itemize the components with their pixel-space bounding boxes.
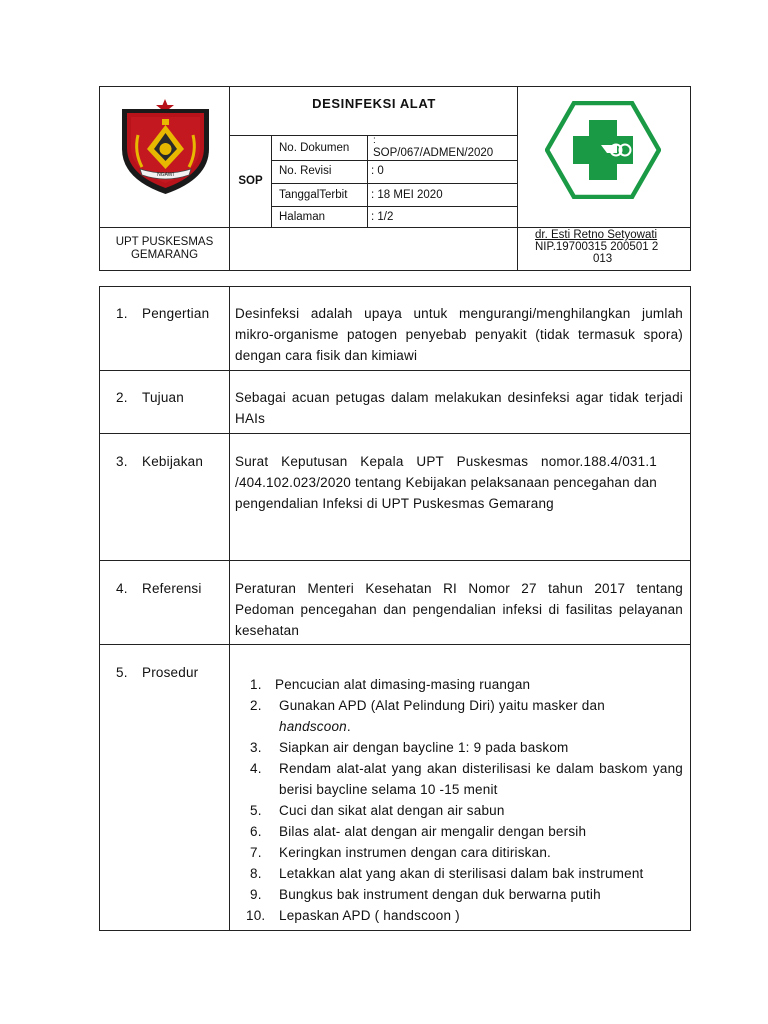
procedure-step-text: Pencucian alat dimasing-masing ruangan (275, 677, 531, 692)
section-title-pengertian: Pengertian (142, 306, 210, 321)
field-label-no-revisi: No. Revisi (279, 165, 332, 177)
regional-emblem-logo (118, 97, 213, 197)
section-number-1: 1. (116, 306, 128, 321)
procedure-step-text: Rendam alat-alat yang akan disterilisasi ke dalam baskom yang berisi baycline selama 10 -15 menit (279, 761, 683, 797)
procedure-step-number: 10. (246, 908, 266, 923)
procedure-step-period: . (346, 719, 351, 734)
section-title-tujuan: Tujuan (142, 390, 184, 405)
field-label-halaman: Halaman (279, 211, 326, 223)
field-value-tanggal-terbit: : 18 MEI 2020 (371, 189, 443, 201)
procedure-step-number: 7. (250, 845, 262, 860)
signer-nip-line1: NIP.19700315 200501 2 (535, 241, 659, 253)
puskesmas-logo (545, 101, 661, 199)
procedure-step-text: Lepaskan APD ( handscoon ) (279, 908, 460, 923)
procedure-step-number: 4. (250, 761, 262, 776)
section-number-2: 2. (116, 390, 128, 405)
section-number-4: 4. (116, 581, 128, 596)
procedure-step-number: 2. (250, 698, 262, 713)
handscoon-italic-term: handscoon (279, 719, 347, 734)
procedure-step-text: Letakkan alat yang akan di sterilisasi dalam bak instrument (279, 866, 644, 881)
field-value-halaman: : 1/2 (371, 211, 394, 223)
procedure-step-number: 3. (250, 740, 262, 755)
section-text-referensi: Peraturan Menteri Kesehatan RI Nomor 27 tahun 2017 tentang Pedoman pencegahan dan pengendalian infeksi di fasilitas pelayanan kesehatan (235, 581, 683, 638)
procedure-step-text: Cuci dan sikat alat dengan air sabun (279, 803, 505, 818)
section-text-pengertian: Desinfeksi adalah upaya untuk mengurangi/menghilangkan jumlah mikro-organisme patogen penyebab penyakit (tidak termasuk spora) dengan cara fisik dan kimiawi (235, 306, 683, 363)
section-title-kebijakan: Kebijakan (142, 454, 204, 469)
section-number-5: 5. (116, 665, 128, 680)
field-colon-no-dokumen: : (373, 135, 376, 146)
procedure-step-text: Bilas alat- alat dengan air mengalir dengan bersih (279, 824, 587, 839)
section-title-referensi: Referensi (142, 581, 202, 596)
field-label-no-dokumen: No. Dokumen (279, 142, 350, 154)
org-name-line2: GEMARANG (130, 249, 199, 261)
procedure-step-text-continued (279, 716, 351, 737)
document-title: DESINFEKSI ALAT (312, 96, 436, 111)
section-text-kebijakan: Surat Keputusan Kepala UPT Puskesmas nomor.188.4/031.1 /404.102.023/2020 tentang Kebijakan pelaksanaan pencegahan dan pengendalian Infeksi di UPT Puskesmas Gemarang (235, 454, 657, 511)
procedure-step-number: 1. (250, 677, 262, 692)
emblem-ribbon-text: NGAWI (157, 172, 174, 178)
signer-name: dr. Esti Retno Setyowati (535, 229, 658, 241)
field-value-no-dokumen: SOP/067/ADMEN/2020 (373, 147, 494, 159)
procedure-step-number: 8. (250, 866, 262, 881)
field-value-no-revisi: : 0 (371, 165, 384, 177)
field-label-tanggal-terbit: TanggalTerbit (279, 189, 348, 201)
procedure-step-text: Gunakan APD (Alat Pelindung Diri) yaitu masker dan (279, 698, 605, 713)
procedure-step-text: Keringkan instrumen dengan cara ditiriskan. (279, 845, 551, 860)
org-name-line1: UPT PUSKESMAS (115, 236, 214, 248)
procedure-step-text: Bungkus bak instrument dengan duk berwarna putih (279, 887, 601, 902)
procedure-step-number: 9. (250, 887, 262, 902)
section-title-prosedur: Prosedur (142, 665, 199, 680)
section-text-tujuan: Sebagai acuan petugas dalam melakukan desinfeksi agar tidak terjadi HAIs (235, 390, 683, 426)
signer-nip-line2: 013 (593, 253, 613, 265)
section-number-3: 3. (116, 454, 128, 469)
procedure-step-text: Siapkan air dengan baycline 1: 9 pada baskom (279, 740, 569, 755)
procedure-step-number: 6. (250, 824, 262, 839)
sop-label: SOP (238, 175, 263, 187)
procedure-step-number: 5. (250, 803, 262, 818)
